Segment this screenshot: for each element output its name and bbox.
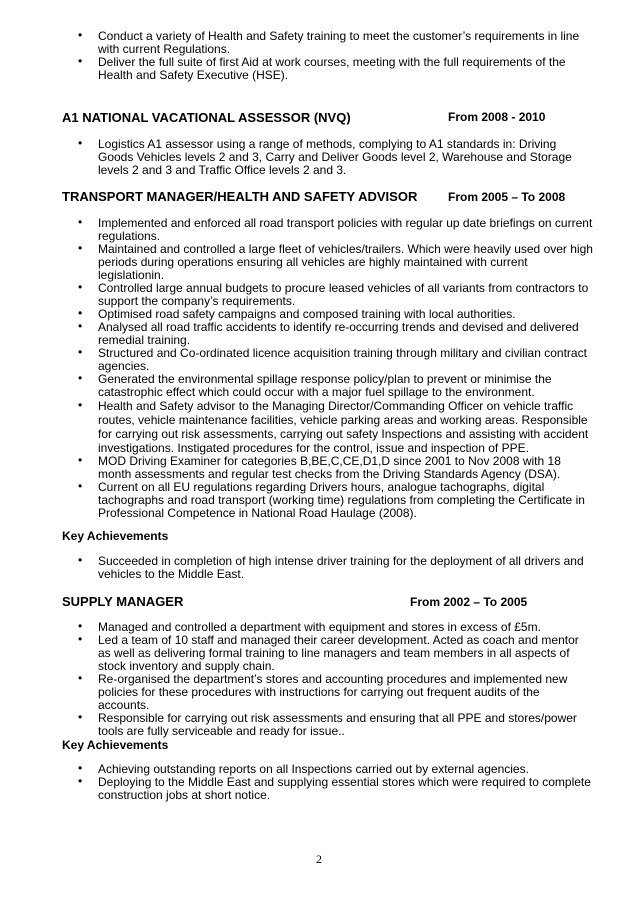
- transport-manager-bullet-list: [0, 217, 638, 520]
- list-item: • MOD Driving Examiner for categories B,BE,C,CE,D1,D since 2001 to Nov 2008 with 18 month assessments and regular test checks from the Driving Standards Agency (DSA).: [78, 453, 561, 481]
- section-title-supply-manager: SUPPLY MANAGER: [62, 594, 184, 609]
- bullet-icon: •: [78, 28, 83, 42]
- supply-manager-bullet-list: [0, 621, 638, 738]
- section-title-transport-manager: TRANSPORT MANAGER/HEALTH AND SAFETY ADVISOR: [62, 189, 418, 204]
- list-item: • Health and Safety advisor to the Managing Director/Commanding Officer on vehicle traffic routes, vehicle maintenance facilities, vehicle parking areas and working areas. Responsible for carrying out risk assessments, carrying out safety Inspections and assisting with accident investigations. Instigated procedures for the control, issue and inspection of PPE.: [78, 398, 589, 455]
- list-item: • Analysed all road traffic accidents to identify re-occurring trends and devised and delivered remedial training.: [78, 319, 579, 347]
- list-item: • Maintained and controlled a large fleet of vehicles/trailers. Which were heavily used over high periods during operations ensuring all vehicles are highly maintained with current legislationin.: [78, 241, 593, 282]
- list-item: • Generated the environmental spillage response policy/plan to prevent or minimise the catastrophic effect which could occur with a major fuel spillage to the environment.: [78, 371, 552, 399]
- bullet-icon: •: [78, 54, 83, 68]
- list-item: • Re-organised the department’s stores and accounting procedures and implemented new policies for these procedures with instructions for carrying out frequent audits of the accounts.: [78, 671, 568, 712]
- intro-bullet-list: [0, 30, 638, 82]
- bullet-icon: •: [78, 553, 83, 567]
- section-title-a1-assessor: A1 NATIONAL VACATIONAL ASSESSOR (NVQ): [62, 110, 351, 125]
- key-achievements-heading: Key Achievements: [62, 738, 169, 752]
- bullet-icon: •: [78, 671, 83, 685]
- page-number: 2: [316, 852, 322, 866]
- list-item: • Logistics A1 assessor using a range of methods, complying to A1 standards in: Driving Goods Vehicles levels 2 and 3, Carry and Deliver Goods level 2, Warehouse and Storage levels 2 and 3 and Traffic Office levels 2 and 3.: [78, 136, 572, 177]
- list-item: • Deliver the full suite of first Aid at work courses, meeting with the full requirements of the Health and Safety Executive (HSE).: [78, 54, 566, 82]
- bullet-icon: •: [78, 319, 83, 333]
- bullet-icon: •: [78, 398, 83, 412]
- supply-achievements-list: [0, 763, 638, 802]
- key-achievements-heading: Key Achievements: [62, 529, 169, 543]
- bullet-icon: •: [78, 774, 83, 788]
- bullet-icon: •: [78, 241, 83, 255]
- bullet-icon: •: [78, 632, 83, 646]
- transport-achievements-list: [0, 555, 638, 581]
- list-item: • Optimised road safety campaigns and composed training with local authorities.: [78, 306, 516, 321]
- a1-bullet-list: [0, 138, 638, 177]
- list-item: • Deploying to the Middle East and supplying essential stores which were required to complete construction jobs at short notice.: [78, 774, 591, 802]
- bullet-icon: •: [78, 761, 83, 775]
- list-item: • Led a team of 10 staff and managed their career development. Acted as coach and mentor as well as delivering formal training to line managers and team members in all aspects of stock inventory and supply chain.: [78, 632, 579, 673]
- list-item: • Managed and controlled a department with equipment and stores in excess of £5m.: [78, 619, 541, 634]
- bullet-icon: •: [78, 619, 83, 633]
- bullet-icon: •: [78, 345, 83, 359]
- section-dates-supply-manager: From 2002 – To 2005: [410, 595, 528, 609]
- list-item: • Structured and Co-ordinated licence acquisition training through military and civilian contract agencies.: [78, 345, 587, 373]
- list-item: • Conduct a variety of Health and Safety training to meet the customer’s requirements in line with current Regulations.: [78, 28, 580, 56]
- bullet-icon: •: [78, 479, 83, 493]
- section-dates-transport-manager: From 2005 – To 2008: [448, 190, 566, 204]
- bullet-icon: •: [78, 306, 83, 320]
- bullet-icon: •: [78, 371, 83, 385]
- list-item: • Succeeded in completion of high intense driver training for the deployment of all drivers and vehicles to the Middle East.: [78, 553, 584, 581]
- bullet-icon: •: [78, 136, 83, 150]
- list-item: • Implemented and enforced all road transport policies with regular up date briefings on current regulations.: [78, 215, 593, 243]
- list-item: • Responsible for carrying out risk assessments and ensuring that all PPE and stores/power tools are fully serviceable and ready for issue..: [78, 710, 577, 738]
- list-item: • Current on all EU regulations regarding Drivers hours, analogue tachographs, digital tachographs and road transport (working time) regulations from completing the Certificate in Professional Competence in National Road Haulage (2008).: [78, 479, 585, 520]
- list-item: • Controlled large annual budgets to procure leased vehicles of all variants from contractors to support the company’s requirements.: [78, 280, 589, 308]
- bullet-icon: •: [78, 280, 83, 294]
- bullet-icon: •: [78, 215, 83, 229]
- bullet-icon: •: [78, 710, 83, 724]
- section-dates-a1-assessor: From 2008 - 2010: [448, 110, 546, 124]
- list-item: • Achieving outstanding reports on all Inspections carried out by external agencies.: [78, 761, 529, 776]
- bullet-icon: •: [78, 453, 83, 467]
